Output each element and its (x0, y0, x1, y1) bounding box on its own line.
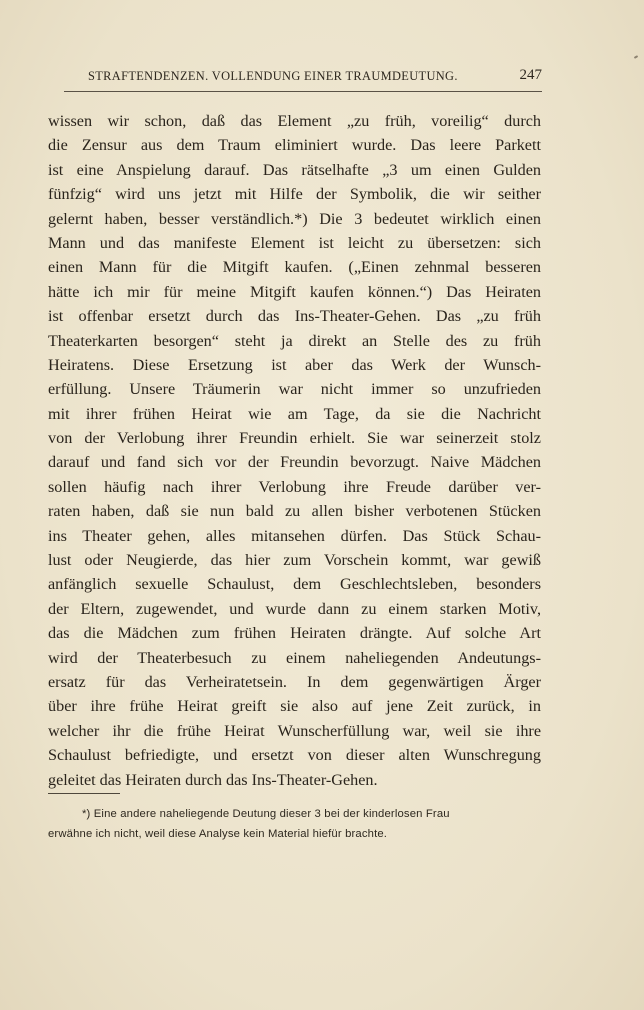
text-line: ist eine Anspielung darauf. Das rätselhafte „3 um einen Gulden (48, 160, 541, 179)
text-line: sollen häufig nach ihrer Verlobung ihre Freude darüber ver- (48, 477, 541, 496)
running-title: STRAFTENDENZEN. VOLLENDUNG EINER TRAUMDEUTUNG. (88, 69, 458, 83)
footnote (48, 804, 541, 844)
text-line: Theaterkarten besorgen“ steht ja direkt an Stelle des zu früh (48, 331, 541, 350)
text-line: lust oder Neugierde, das hier zum Vorschein kommt, war gewiß (48, 551, 541, 570)
text-line: fünfzig“ wird uns jetzt mit Hilfe der Symbolik, die wir seither (48, 185, 541, 204)
paper-speck (634, 55, 638, 59)
text-line: Schaulust befriedigte, und ersetzt von dieser alten Wunschregung (48, 746, 541, 765)
text-line: die Zensur aus dem Traum eliminiert wurde. Das leere Parkett (48, 136, 541, 155)
text-line: hätte ich mir für meine Mitgift kaufen können.“) Das Heiraten (48, 282, 541, 301)
footnote-line: *) Eine andere naheliegende Deutung dieser 3 bei der kinderlosen Frau (82, 808, 450, 820)
header-rule (64, 91, 542, 92)
text-line: mit ihrer frühen Heirat wie am Tage, da sie die Nachricht (48, 404, 541, 423)
text-line: raten haben, daß sie nun bald zu allen bisher verbotenen Stücken (48, 502, 541, 521)
text-line: ist offenbar ersetzt durch das Ins-Theater-Gehen. Das „zu früh (48, 307, 541, 326)
page-number: 247 (519, 67, 542, 83)
text-line: anfänglich sexuelle Schaulust, dem Geschlechtsleben, besonders (48, 575, 541, 594)
text-line: von der Verlobung ihrer Freundin erhielt. Sie war seinerzeit stolz (48, 429, 541, 448)
text-line: ersatz für das Verheiratetsein. In dem gegenwärtigen Ärger (48, 672, 541, 691)
text-line: einen Mann für die Mitgift kaufen. („Einen zehnmal besseren (48, 258, 541, 277)
text-line: erfüllung. Unsere Träumerin war nicht immer so unzufrieden (48, 380, 541, 399)
text-line: das die Mädchen zum frühen Heiraten drängte. Auf solche Art (48, 624, 541, 643)
body-text (48, 109, 541, 792)
text-line: Mann und das manifeste Element ist leicht zu übersetzen: sich (48, 233, 541, 252)
text-line-last: geleitet das Heiraten durch das Ins-Theater-Gehen. (48, 770, 378, 789)
text-line: darauf und fand sich vor der Freundin bevorzugt. Naive Mädchen (48, 453, 541, 472)
running-header (88, 69, 542, 84)
text-line: ins Theater gehen, alles mitansehen dürfen. Das Stück Schau- (48, 526, 541, 545)
text-line: Heiratens. Diese Ersetzung ist aber das Werk der Wunsch- (48, 355, 541, 374)
text-line: gelernt haben, besser verständlich.*) Die 3 bedeutet wirklich einen (48, 209, 541, 228)
footnote-rule (48, 793, 120, 794)
text-line: welcher ihr die frühe Heirat Wunscherfüllung war, weil sie ihre (48, 721, 541, 740)
footnote-line: erwähne ich nicht, weil diese Analyse kein Material hiefür brachte. (48, 828, 388, 840)
text-line: der Eltern, zugewendet, und wurde dann zu einem starken Motiv, (48, 599, 541, 618)
text-line: wissen wir schon, daß das Element „zu früh, voreilig“ durch (48, 112, 541, 130)
text-line: wird der Theaterbesuch zu einem naheliegenden Andeutungs- (48, 648, 541, 667)
text-line: über ihre frühe Heirat greift sie also auf jene Zeit zurück, in (48, 697, 541, 716)
